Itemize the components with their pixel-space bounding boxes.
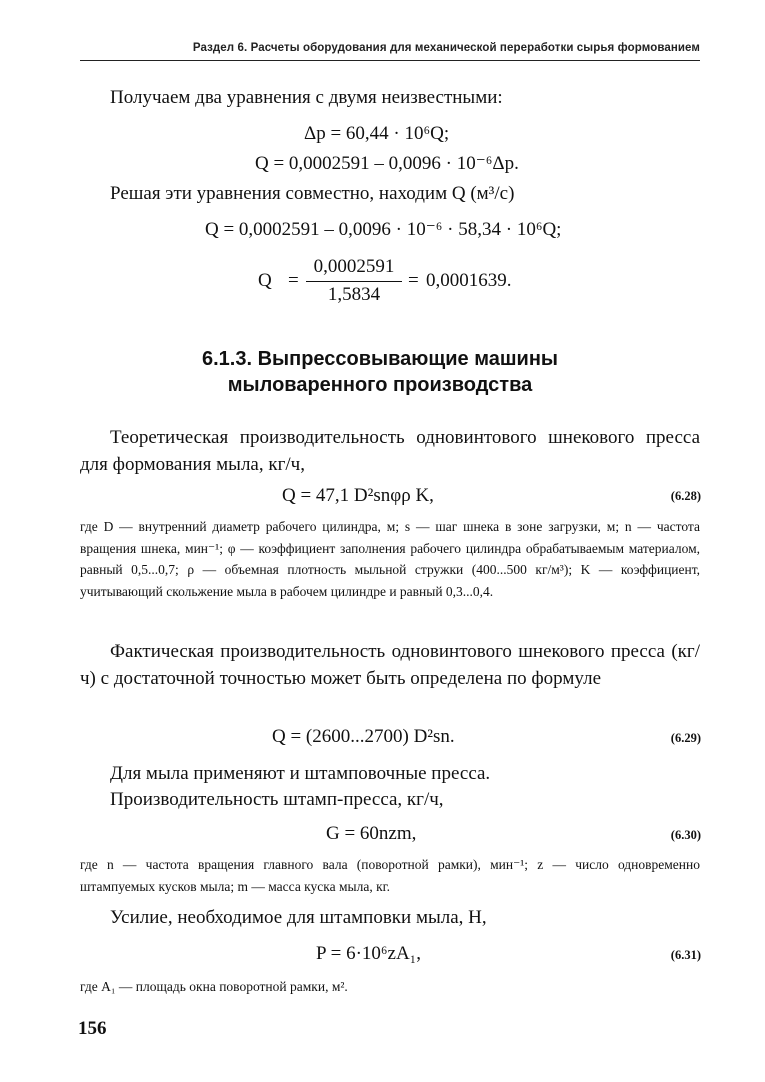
running-header: Раздел 6. Расчеты оборудования для механической переработки сырья формованием	[192, 42, 700, 54]
equation-delta-p: Δp = 60,44 · 10⁶Q;	[304, 123, 450, 144]
fraction-equals-2: =	[408, 270, 419, 291]
formula-number-6-30: (6.30)	[670, 828, 701, 842]
equation-fraction	[258, 256, 548, 308]
paragraph-actual: Фактическая производительность одновинтового шнекового пресса (кг/ч) с достаточной точностью может быть определена по формуле	[80, 641, 700, 689]
formula-number-6-31: (6.31)	[670, 948, 701, 962]
paragraph-force: Усилие, необходимое для штамповки мыла, Н,	[110, 907, 487, 928]
section-title	[120, 346, 640, 398]
where-clause-6-30: где n — частота вращения главного вала (поворотной рамки), мин⁻¹; z — число одновременно штампуемых кусков мыла; m — масса куска мыла, кг.	[80, 857, 700, 894]
fraction-denominator: 1,5834	[327, 284, 381, 305]
where-clause-6-28: где D — внутренний диаметр рабочего цилиндра, м; s — шаг шнека в зоне загрузки, м; n — частота вращения шнека, мин⁻¹; φ — коэффициент заполнения рабочего цилиндра обрабатываемым материалом, равный 0,5...0,7; ρ — объемная плотность мыльной стружки (400...500 кг/м³); K — коэффициент, учитывающий скольжение мыла в рабочем цилиндре и равный 0,3...0,4.	[80, 519, 700, 599]
section-title-line2: мыловаренного производства	[227, 374, 533, 396]
section-title-line1: 6.1.3. Выпрессовывающие машины	[202, 348, 558, 370]
formula-6-31: P = 6·10⁶zA₁,	[316, 943, 422, 964]
where-clause-6-31: где A₁ — площадь окна поворотной рамки, м².	[80, 979, 348, 994]
paragraph-theoretical: Теоретическая производительность одновинтового шнекового пресса для формования мыла, кг/ч,	[80, 427, 700, 475]
paragraph-stamping: Для мыла применяют и штамповочные пресса.	[110, 763, 491, 784]
equation-q-1: Q = 0,0002591 – 0,0096 · 10⁻⁶Δp.	[255, 153, 519, 174]
paragraph-stamp-productivity: Производительность штамп-пресса, кг/ч,	[110, 789, 444, 810]
fraction-result: 0,0001639.	[426, 270, 512, 291]
fraction-numerator: 0,0002591	[313, 256, 395, 277]
fraction-bar	[306, 281, 402, 282]
fraction-equals-1: =	[288, 270, 299, 291]
header-rule	[80, 60, 700, 61]
intro-two-equations: Получаем два уравнения с двумя неизвестными:	[110, 87, 503, 108]
formula-6-30: G = 60nzm,	[326, 823, 417, 844]
formula-6-28: Q = 47,1 D²snφρ K,	[282, 485, 434, 506]
formula-number-6-29: (6.29)	[670, 731, 701, 745]
formula-6-29: Q = (2600...2700) D²sn.	[272, 726, 455, 747]
fraction-lhs: Q	[258, 270, 272, 291]
formula-number-6-28: (6.28)	[670, 489, 701, 503]
page-number: 156	[78, 1018, 107, 1039]
intro-solving: Решая эти уравнения совместно, находим Q (м³/с)	[110, 183, 515, 204]
equation-q-2: Q = 0,0002591 – 0,0096 · 10⁻⁶ · 58,34 · 10⁶Q;	[205, 219, 562, 240]
